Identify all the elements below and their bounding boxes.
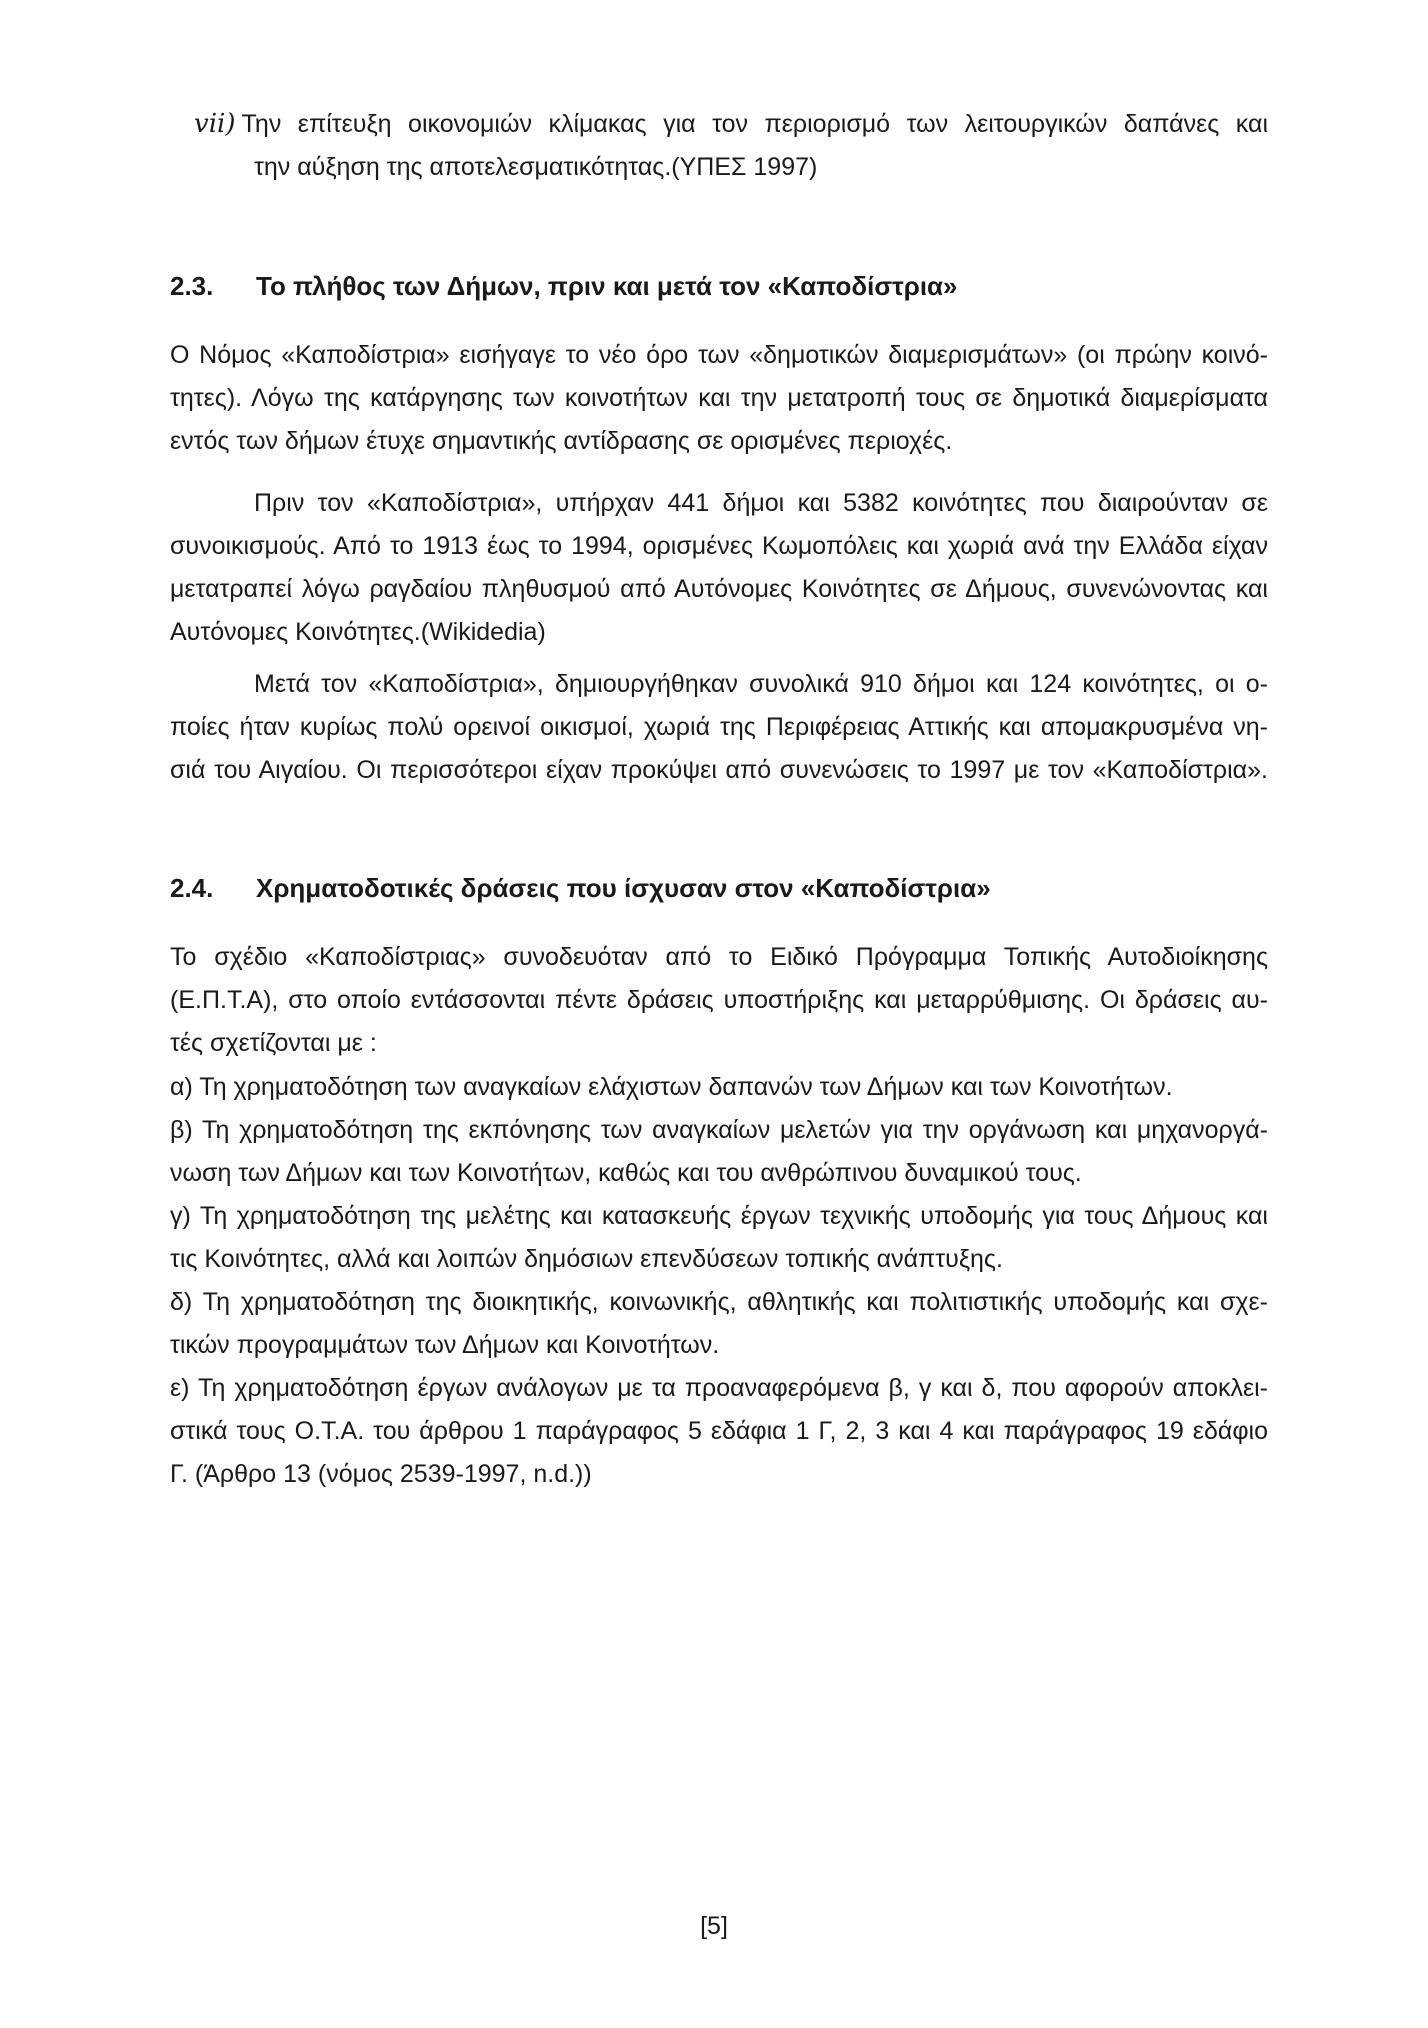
paragraph bbox=[170, 334, 1268, 463]
text-line: Πριν τον «Καποδίστρια», υπήρχαν 441 δήμοι και 5382 κοινότητες που διαιρούνταν σε bbox=[254, 489, 1268, 517]
text-line: vii) Την επίτευξη οικονομιών κλίμακας για τον περιορισμό των λειτουργικών δαπάνες και bbox=[194, 109, 1268, 139]
text-line: μετατραπεί λόγω ραγδαίου πληθυσμού από Αυτόνομες Κοινότητες σε Δήμους, συνενώνοντας και bbox=[170, 575, 1268, 603]
text-line: Γ. (Άρθρο 13 (νόμος 2539-1997, n.d.)) bbox=[170, 1460, 592, 1488]
section-heading-2-3 bbox=[170, 266, 958, 306]
text-line: τις Κοινότητες, αλλά και λοιπών δημόσιων επενδύσεων τοπικής ανάπτυξης. bbox=[170, 1245, 1003, 1273]
text-line: στικά τους Ο.Τ.Α. του άρθρου 1 παράγραφος 5 εδάφια 1 Γ, 2, 3 και 4 και παράγραφος 19 εδάφιο bbox=[170, 1417, 1268, 1445]
text-line: ε) Τη χρηματοδότηση έργων ανάλογων με τα προαναφερόμενα β, γ και δ, που αφορούν αποκλει- bbox=[170, 1374, 1268, 1402]
roman-marker: vii) bbox=[194, 109, 236, 139]
list-item-d bbox=[170, 1281, 1268, 1367]
text-line: Ο Νόμος «Καποδίστρια» εισήγαγε το νέο όρο των «δημοτικών διαμερισμάτων» (οι πρώην κοινό- bbox=[170, 341, 1268, 369]
list-item-b bbox=[170, 1109, 1268, 1195]
text-line: συνοικισμούς. Από το 1913 έως το 1994, ορισμένες Κωμοπόλεις και χωριά ανά την Ελλάδα είχαν bbox=[170, 532, 1268, 560]
text-line: τητες). Λόγω της κατάργησης των κοινοτήτων και την μετατροπή τους σε δημοτικά διαμερίσματα bbox=[170, 384, 1268, 412]
text-line: β) Τη χρηματοδότηση της εκπόνησης των αναγκαίων μελετών για την οργάνωση και μηχανοργά- bbox=[170, 1116, 1268, 1144]
text-line: α) Τη χρηματοδότηση των αναγκαίων ελάχιστων δαπανών των Δήμων και των Κοινοτήτων. bbox=[170, 1073, 1173, 1101]
text-line: την αύξηση της αποτελεσματικότητας.(ΥΠΕΣ 1997) bbox=[254, 153, 818, 181]
text-line: Αυτόνομες Κοινότητες.(Wikidedia) bbox=[170, 618, 546, 646]
text-line: εντός των δήμων έτυχε σημαντικής αντίδρασης σε ορισμένες περιοχές. bbox=[170, 427, 953, 455]
list-item-c bbox=[170, 1195, 1268, 1281]
text-line: τές σχετίζονται με : bbox=[170, 1029, 377, 1057]
text-line: σιά του Αιγαίου. Οι περισσότεροι είχαν προκύψει από συνενώσεις το 1997 με τον «Καποδίστρια». bbox=[170, 756, 1268, 784]
section-number: 2.4. bbox=[170, 873, 214, 903]
text-line: τικών προγραμμάτων των Δήμων και Κοινοτήτων. bbox=[170, 1331, 720, 1359]
text-line: ποίες ήταν κυρίως πολύ ορεινοί οικισμοί, χωριά της Περιφέρειας Αττικής και απομακρυσμένα νη- bbox=[170, 713, 1268, 741]
text-line: νωση των Δήμων και των Κοινοτήτων, καθώς και του ανθρώπινου δυναμικού τους. bbox=[170, 1159, 1082, 1187]
text-line: (Ε.Π.Τ.Α), στο οποίο εντάσσονται πέντε δράσεις υποστήριξης και μεταρρύθμισης. Οι δράσεις αυ- bbox=[170, 986, 1268, 1014]
list-item-a bbox=[170, 1066, 1268, 1109]
text-line: δ) Τη χρηματοδότηση της διοικητικής, κοινωνικής, αθλητικής και πολιτιστικής υποδομής και σχε- bbox=[170, 1288, 1268, 1316]
page-number: [5] bbox=[700, 1912, 728, 1940]
text-line: Το σχέδιο «Καποδίστριας» συνοδευόταν από το Ειδικό Πρόγραμμα Τοπικής Αυτοδιοίκησης bbox=[170, 943, 1268, 971]
paragraph bbox=[170, 482, 1268, 654]
section-heading-2-4 bbox=[170, 868, 991, 908]
section-number: 2.3. bbox=[170, 271, 214, 301]
paragraph bbox=[170, 936, 1268, 1065]
text-line: γ) Τη χρηματοδότηση της μελέτης και κατασκευής έργων τεχνικής υποδομής για τους Δήμους και bbox=[170, 1202, 1268, 1230]
list-item-e bbox=[170, 1367, 1268, 1496]
text-line: Μετά τον «Καποδίστρια», δημιουργήθηκαν συνολικά 910 δήμοι και 124 κοινότητες, οι ο- bbox=[254, 670, 1268, 698]
section-title: Το πλήθος των Δήμων, πριν και μετά τον «Καποδίστρια» bbox=[256, 271, 958, 301]
section-title: Χρηματοδοτικές δράσεις που ίσχυσαν στον «Καποδίστρια» bbox=[256, 873, 991, 903]
paragraph bbox=[170, 663, 1268, 792]
